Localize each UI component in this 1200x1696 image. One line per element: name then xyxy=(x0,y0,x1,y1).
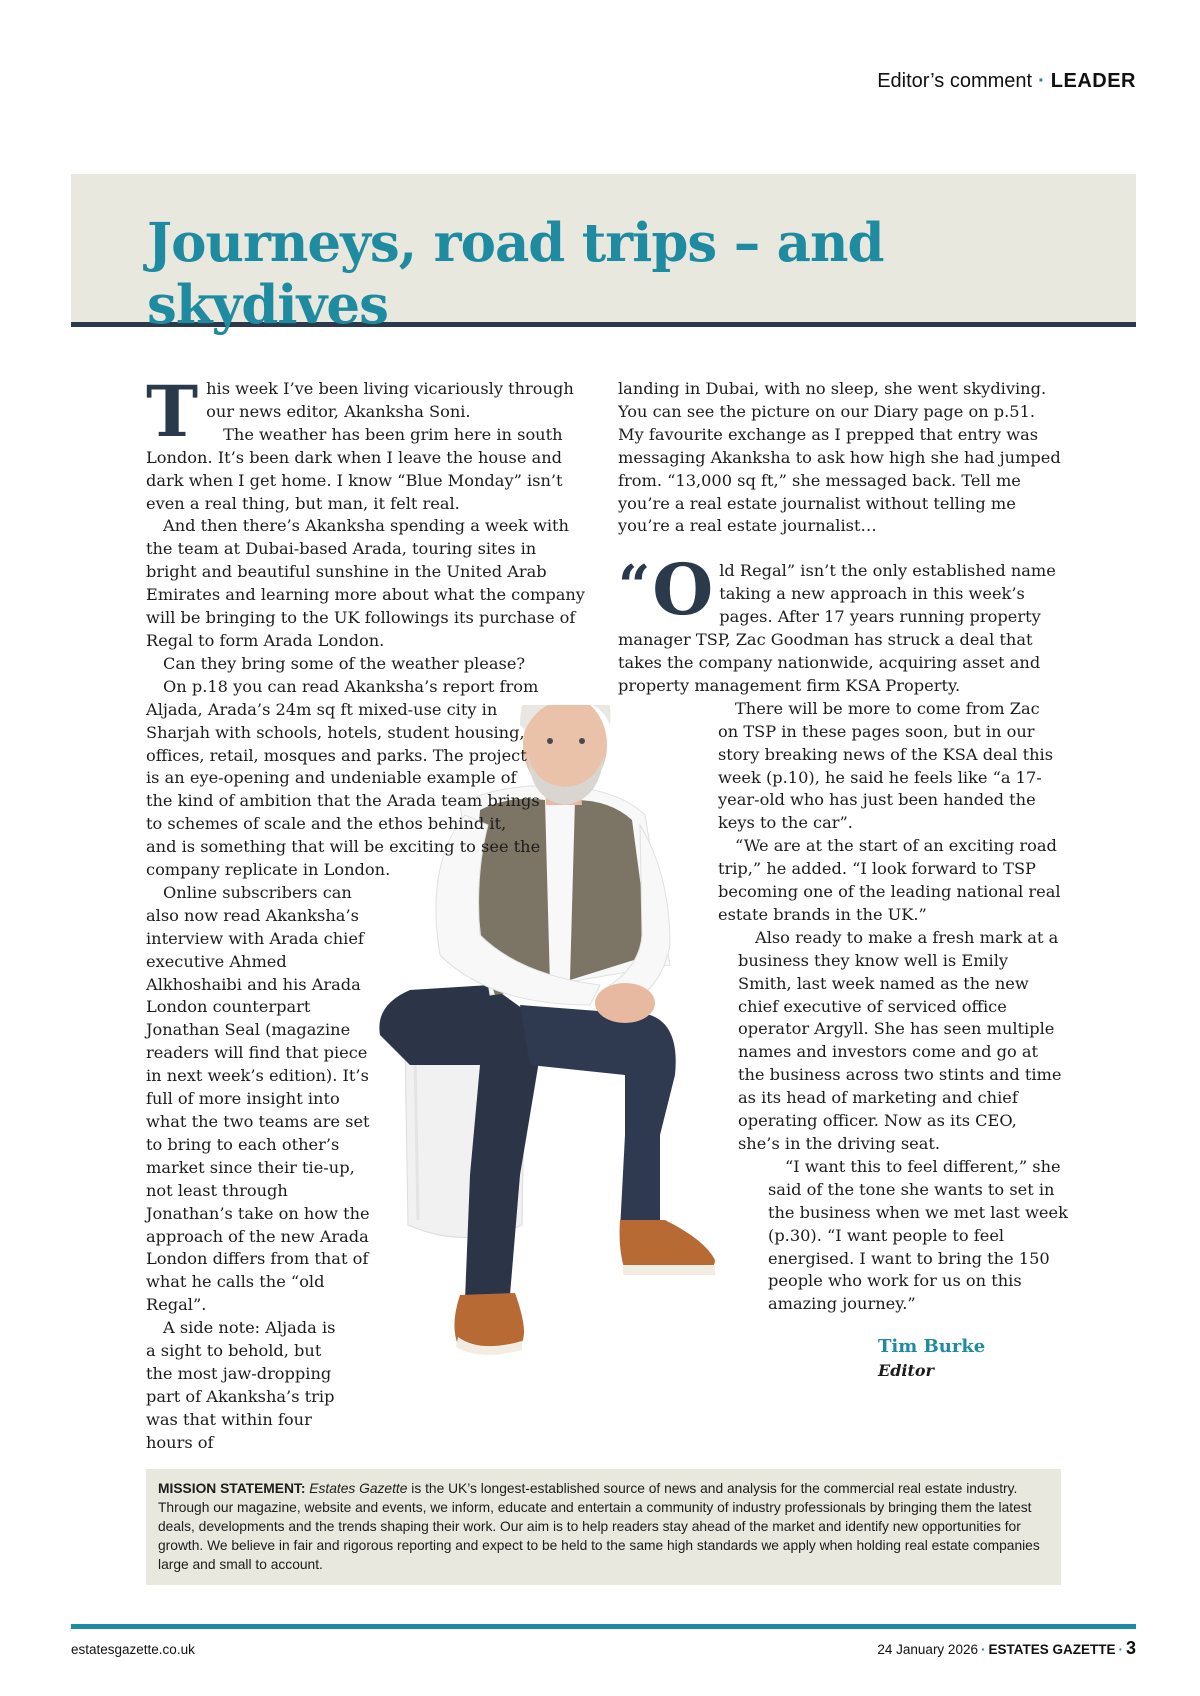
drop-cap: O xyxy=(652,548,714,632)
issue-date: 24 January 2026 xyxy=(877,1642,978,1657)
paragraph: “We are at the start of an exciting road trip,” he added. “I look forward to TSP becoming one of the leading national real estate brands in the UK.” xyxy=(718,836,1061,924)
author-role: Editor xyxy=(878,1361,934,1380)
mission-text: is the UK’s longest-established source of news and analysis for the commercial real estate industry. Through our magazine, website and events, we inform, educate and entertain a community of industry professionals by bringing them the latest deals, developments and the trends shaping their work. Our aim is to help readers stay ahead of the market and identify new opportunities for growth. We believe in fair and rigorous reporting and expect to be held to the same high standards we apply when holding real estate companies large and small to account. xyxy=(158,1481,1040,1572)
paragraph: A side note: Aljada is a sight to behold, but the most jaw-dropping part of Akanksha’s trip was that within four hours of xyxy=(146,1318,336,1452)
paragraph: There will be more to come from Zac on TSP in these pages soon, but in our story breaking news of the KSA deal this week (p.10), he said he feels like “a 17-year-old who has just been handed the keys to the car”. xyxy=(718,698,1054,833)
author-name: Tim Burke xyxy=(878,1336,986,1357)
drop-cap: T xyxy=(146,370,199,453)
footer-info xyxy=(877,1638,1136,1659)
paragraph: And then there’s Akanksha spending a week with the team at Dubai-based Arada, touring sites in bright and beautiful sunshine in the United Arab Emirates and learning more about what the company will be bringing to the UK followings its purchase of Regal to form Arada London. xyxy=(146,516,585,650)
separator-dot: · xyxy=(1118,1642,1123,1657)
footer-website[interactable]: estatesgazette.co.uk xyxy=(71,1642,195,1657)
paragraph: “I want this to feel different,” she said of the tone she wants to set in the business when we met last week (p.30). “I want people to feel energised. I want to bring the 150 people who work for us on this amazing journey.” xyxy=(768,1156,1068,1314)
paragraph: “ O ld Regal” isn’t the only established name taking a new approach in this week’s pages. After 17 years running property manager TSP, Zac Goodman has struck a deal that takes the company nationwide, acquiring asset and property management firm KSA Property. xyxy=(618,548,1056,695)
mission-label: MISSION STATEMENT: xyxy=(158,1481,306,1496)
paragraph: This week I’ve been living vicariously through our news editor, Akanksha Soni. xyxy=(146,370,574,453)
section-name: LEADER xyxy=(1050,70,1136,92)
title-panel xyxy=(71,174,1136,336)
paragraph: Online subscribers can also now read Akanksha’s interview with Arada chief executive Ahmed Alkhoshaibi and his Arada London counterpart Jonathan Seal (magazine readers will find that piece in next week’s edition). It’s full of more insight into what the two teams are set to bring to each other’s market since their tie-up, not least through Jonathan’s take on how the approach of the new Arada London differs from that of what he calls the “old Regal”. xyxy=(146,882,370,1315)
separator-dot: · xyxy=(1038,70,1045,92)
page-number: 3 xyxy=(1125,1638,1136,1658)
article-title: Journeys, road trips – and skydives xyxy=(147,212,884,336)
paragraph: The weather has been grim here in south London. It’s been dark when I leave the house and dark when I get home. I know “Blue Monday” isn’t even a real thing, but man, it felt real. xyxy=(146,424,563,513)
page-header xyxy=(877,70,1136,93)
separator-dot: · xyxy=(980,1642,986,1657)
publication-name: Estates Gazette xyxy=(309,1481,408,1496)
quote-mark: “ xyxy=(618,553,651,620)
paragraph: landing in Dubai, with no sleep, she went skydiving. You can see the picture on our Diary page on p.51. My favourite exchange as I prepped that entry was messaging Akanksha to ask how high she had jumped from. “13,000 sq ft,” she messaged back. Tell me you’re a real estate journalist without telling me you’re a real estate journalist… xyxy=(618,379,1061,536)
article-column-2 xyxy=(618,378,1068,1316)
paragraph: Can they bring some of the weather please? xyxy=(163,653,526,673)
section-label: Editor’s comment xyxy=(877,70,1033,92)
publication-title: ESTATES GAZETTE xyxy=(988,1642,1116,1657)
mission-statement xyxy=(146,1469,1061,1585)
paragraph: On p.18 you can read Akanksha’s report from Aljada, Arada’s 24m sq ft mixed-use city in Sharjah with schools, hotels, student housing, offices, retail, mosques and parks. The project is an eye-opening and undeniable example of the kind of ambition that the Arada team brings to schemes of scale and the ethos behind it, and is something that will be exciting to see the company replicate in London. xyxy=(146,676,541,880)
article-column-1 xyxy=(146,370,591,1455)
footer-rule xyxy=(71,1624,1136,1629)
paragraph: Also ready to make a fresh mark at a business they know well is Emily Smith, last week named as the new chief executive of serviced office operator Argyll. She has seen multiple names and investors come and go at the business across two stints and time as its head of marketing and chief operating officer. Now as its CEO, she’s in the driving seat. xyxy=(738,927,1062,1153)
